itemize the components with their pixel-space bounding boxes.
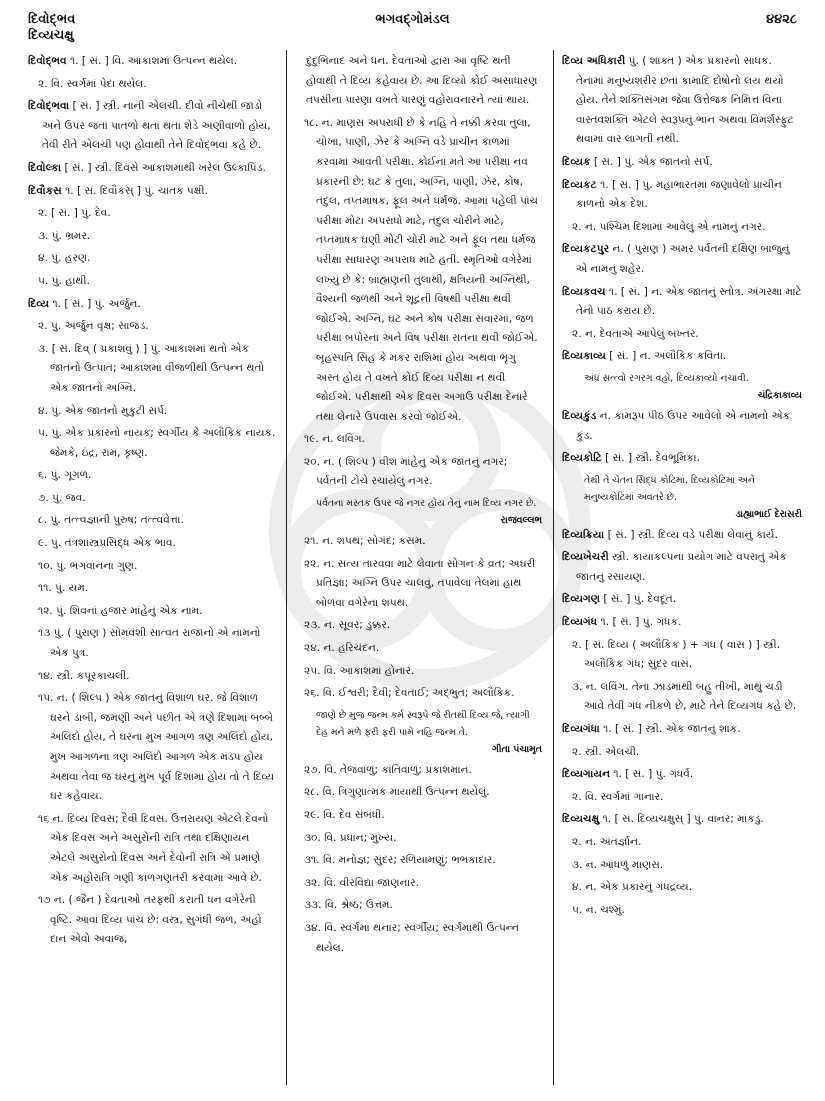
citation-source: ડાહ્યાભાઈ દેરાસરી: [735, 508, 802, 520]
sense-definition: ૨૬. વિ. ઈશ્વરી; દૈવી; દેવતાઈ; અદ્ભુત; અલૌકિક.: [304, 687, 515, 700]
entry-headword: દિવ્યક: [562, 155, 591, 168]
citation-quote: અંધ્ર સત્ત્વો રગરગ વહો, દિવ્યકાવ્યો નચાવી.: [584, 372, 749, 384]
sense-definition: ૧૫. ન. ( શિલ્પ ) એક જાતનું વિશાળ ઘર. જે વિશાળ ઘરને ડાબી, જમણી અને પછીત એ ત્રણે દિશામાં બબ્બે અલિંદો હોય, તે ઘરના મુખ આગળ ત્રણ અલિંદો હોય, મુખ આગળના ત્રણ અલિંદો આગળ એક મંડપ હોય અથવા તેવા જ ઘરનું મુખ પૂર્વ દિશામાં હોય તો તે દિવ્ય ઘર કહેવાય.: [38, 692, 275, 803]
citation-source: રાજવલ્લભ: [500, 515, 542, 527]
entry-definition: ૧. [ સં. ] ન. એક જાતનું સ્તોત્ર. અંગરક્ષા માટે તેનો પાઠ કરાય છે.: [576, 285, 802, 318]
entry-headword: દિવ્યગંધા: [562, 723, 600, 736]
dictionary-entry: [562, 613, 802, 633]
sense-definition: ૨. ન. દેવતાએ આપેલું બખ્તર.: [572, 327, 699, 340]
sense-definition: ૨૭. વિ. તેજવાળું; કાંતિવાળું; પ્રકાશમાન.: [304, 763, 472, 776]
dictionary-entry: [562, 548, 802, 587]
citation-quote: પર્વતના મસ્તક ઉપર જે નગર હોય તેનું નામ દિવ્ય નગર છે.: [316, 498, 537, 510]
entry-definition: [ સં. ] સ્ત્રી. દિવ્ય વડે પરીક્ષા લેવાનું કાર્ય.: [607, 528, 778, 541]
sense-definition: ૨. પું. અર્જુન વૃક્ષ; સાજડ.: [38, 320, 149, 333]
entry-definition: ૧. [ સં. ] પું. ગંધર્વ.: [613, 768, 694, 781]
entry-headword: દિવૌકસ: [28, 184, 62, 197]
sense-definition: ૬. પું. ગૂગળ.: [38, 469, 92, 482]
citation-quote: જાણે છે મુજ જન્મ કર્મ સ્વરૂપે જે રીતથી દિવ્ય જે, ત્યાગી દેહ મને મળે ફરી ફરી પામે નહિ જન્મ તે.: [316, 709, 530, 738]
entry-headword: દિવોદ્ભવા: [28, 100, 70, 113]
sense-definition: ૨૪. ન. હરિચંદન.: [304, 642, 380, 655]
column-divider: [286, 50, 287, 1085]
entry-definition: ૧. [ સં. ] વિ. આકાશમાં ઉત્પન્ન થયેલ.: [69, 55, 238, 67]
sense-definition: ૫. ન. ચશ્મું.: [572, 903, 625, 916]
dictionary-entry: [562, 283, 802, 322]
dictionary-entry: [562, 590, 802, 610]
sense-definition: ૩. પું. ભ્રમર.: [38, 229, 91, 242]
sense-definition: ૨. વિ. સ્વર્ગમાં પેદા થયેલ.: [38, 77, 147, 90]
citation-source: ચંદ્રિકાકાવ્ય: [757, 389, 802, 401]
sense-definition: ૨. [ સં. ] પું. દેવ.: [38, 207, 111, 220]
dictionary-entry: [28, 182, 276, 202]
sense-definition: ૩૨. વિ. વીરવિદ્યા જાણનાર.: [304, 876, 419, 889]
dictionary-entry: [562, 153, 802, 173]
sense-definition: ૨૮. વિ. ત્રિગુણાત્મક માયાથી ઉત્પન્ન થયેલું.: [304, 786, 490, 799]
sense-definition: ૧૯. ન. લવિંગ.: [304, 433, 365, 446]
dictionary-entry: [28, 97, 276, 156]
sense-definition: ૩૩. વિ. શ્રેષ્ઠ; ઉત્તમ.: [304, 899, 393, 912]
sense-definition: ૩૧. વિ. મનોજ્ઞ; સુંદર; રળિયામણું; ભભકાદાર.: [304, 854, 496, 867]
column-2: [294, 52, 542, 961]
entry-definition: ૧. [ સં. ] પું. મહાભારતમાં જણાવેલો પ્રાચીન કાળનો એક દેશ.: [576, 178, 782, 211]
entry-headword: દિવ્યખેચરી: [562, 551, 609, 564]
sense-definition: ૧૦. પું. ભગવાનના ગુણ.: [38, 559, 138, 572]
entry-definition: પું. ( શાક્ત ) એક પ્રકારનો સાધક. તેનામાં મનુષ્યશરીર છતાં કામાદિ દોષોનો લય થયો હોય. તેને શક્તિસંગમ જેવા ઉત્તેજક નિમિત્ત વિના વાસ્તવશક્તિ એટલે સ્વરૂપનું ભાન અથવા વિમર્શસ્ફુટ થવામાં વાર લાગતી નથી.: [576, 55, 794, 146]
sense-definition: ૪. ન. એક પ્રકારનું ગંધદ્રવ્ય.: [572, 881, 693, 894]
entry-headword: દિવ્યગાયન: [562, 768, 610, 781]
citation-source: ગીતા પંચામૃત: [491, 743, 542, 755]
dictionary-entry: [562, 765, 802, 785]
dictionary-entry: [562, 240, 802, 279]
entry-definition: ૧. [ સં. ] સ્ત્રી. એક જાતનું શાક.: [603, 723, 741, 736]
sense-definition: ૨. ન. પશ્ચિમ દિશામાં આવેલું એ નામનું નગર.: [572, 220, 766, 233]
sense-definition: ૨૧. ન. શપથ; સોગંદ; કસમ.: [304, 535, 426, 548]
sense-definition: ૭. પું. જવ.: [38, 491, 86, 504]
entry-definition: ૧. [ સં. ] પું. ગંધક.: [600, 616, 682, 629]
sense-definition: ૩. ન. લવિંગ. તેના ઝાડમાંથી બહુ તીખી, માથું ચડી આવે તેવી ગંધ નીકળે છે, માટે તેને દિવ્યગંધ કહે છે.: [572, 680, 797, 713]
column-3: [562, 52, 802, 923]
sense-definition: ૨. ન. અંતર્જ્ઞાન.: [572, 836, 642, 848]
sense-definition: ૩૪. વિ. સ્વર્ગમાં થનાર; સ્વર્ગીય; સ્વર્ગમાંથી ઉત્પન્ન થયેલ.: [304, 921, 520, 954]
dictionary-entry: [562, 526, 802, 546]
sense-definition: ૧૪. સ્ત્રી. કપૂરકાચલી.: [38, 669, 130, 682]
entry-definition: [ સં. ] પું. દેવદૂત.: [603, 593, 677, 606]
entry-headword: દિવ્યકાવ્ય: [562, 350, 606, 363]
entry-definition: ૧. [ સં. દિવૌકસ્ ] પું. ચાતક પક્ષી.: [65, 184, 208, 197]
entry-headword: દિવ્યકટપુર: [562, 243, 610, 256]
sense-definition: ૧૮. ન. માણસ અપરાધી છે કે નહિ તે નક્કી કરવા તુલા, ચોખા, પાણી, ઝેર કે અગ્નિ વડે પ્રાચીન કાળમાં કરવામાં આવતી પરીક્ષા. કોઈના મતે આ પરીક્ષા નવ પ્રકારની છે: ઘટ કે તુલા, અગ્નિ, પાણી, ઝેર, કોષ, તંદુલ, તપ્તમાષક, ફૂલ અને ધર્મજ. આમાં પહેલી પાંચ પરીક્ષા મોટા અપરાધો માટે, તંદુલ ચોરીને માટે, તપ્તમાષક ઘણી મોટી ચોરી માટે અને ફૂલ તથા ધર્મજ પરીક્ષા સાધારણ અપરાધ માટે હતી. સ્મૃતિઓ વગેરેમાં લખ્યું છે કે: બ્રાહ્મણની તુલાથી, ક્ષત્રિયની અગ્નિથી, વૈશ્યની જળથી અને શૂદ્રની વિષથી પરીક્ષા થવી જોઈએ. અગ્નિ, ઘટ અને કોષ પરીક્ષા સવારમાં, જળ પરીક્ષા બપોરના અને વિષ પરીક્ષા રાતના થવી જોઈએ. બૃહસ્પતિ સિંહ કે મકર રાશિમાં હોય અથવા ભૃગુ અસ્ત હોય તે વખતે કોઈ દિવ્ય પરીક્ષા ન થવી જોઈએ. પરીક્ષાથી એક દિવસ અગાઉ પરીક્ષા દેનારે તથા લેનારે ઉપવાસ કરવો જોઈએ.: [304, 116, 539, 423]
sense-definition: ૪. પું. એક જાતનો મુકુટી સર્પ.: [38, 404, 168, 417]
entry-headword: દિવોદ્ભવ: [28, 55, 67, 67]
citation-quote: તેથી તે ચેતન સિદ્ધ કોટિમાં, દિવ્યકોટિમાં અને મનુષ્યકોટિમાં અવતરે છે.: [584, 474, 755, 503]
dictionary-entry: [562, 176, 802, 215]
entry-headword: દિવ્યકોટિ: [562, 452, 602, 465]
dictionary-entry: [562, 449, 802, 469]
sense-definition: ૩. ન. આંધળું માણસ.: [572, 858, 664, 871]
entry-definition: [ સં. ] પું. એક જાતનો સર્પ.: [593, 155, 713, 168]
dictionary-title: ભગવદ્ગોમંડલ: [375, 12, 450, 27]
sense-definition: ૧૧. પું. યમ.: [38, 582, 89, 595]
sense-definition: ૫. પું. એક પ્રકારનો નાયક; સ્વર્ગીય કે અલૌકિક નાયક. જેમકે, ઇંદ્ર, રામ, કૃષ્ણ.: [38, 427, 276, 459]
page-header: [0, 0, 825, 52]
sense-definition: ૧૩ પું. ( પુરાણ ) સોમવંશી સાત્વત રાજાનો એ નામનો એક પુત્ર.: [38, 627, 261, 660]
entry-definition: ન. ( પુરાણ ) અમર પર્વતની દક્ષિણ બાજુનું એ નામનું શહેર.: [576, 243, 790, 275]
entry-definition: ૧. [ સં. દિવ્યચક્ષુસ્ ] પું. વાનર; માંકડું.: [602, 813, 764, 826]
entry-headword: દિવોલ્કા: [28, 161, 62, 174]
dictionary-entry: [562, 720, 802, 740]
sense-definition: ૩૦. વિ. પ્રધાન; મુખ્ય.: [304, 831, 397, 844]
page-number: ૪૪૨૮: [766, 12, 797, 27]
citation-block: [562, 370, 802, 404]
entry-definition: [ સં. ] સ્ત્રી. દિવસે આકાશમાંથી ખરેલ ઉલ્કાપિંડ.: [64, 161, 266, 174]
dictionary-entry: [562, 52, 802, 150]
entry-definition: ૧. [ સં. ] પું. અર્જુન.: [52, 297, 141, 310]
guide-word-last: દિવ્યચક્ષુ: [28, 28, 74, 43]
column-1: [28, 52, 276, 953]
sense-definition: ૨. [ સં. દિવ્ય ( અલૌકિક ) + ગંધ ( વાસ ) ] સ્ત્રી. અલૌકિક ગંધ; સુંદર વાસ.: [572, 638, 781, 671]
entry-headword: દિવ્યકટ: [562, 178, 597, 191]
sense-definition: ૨૦. ન. ( શિલ્પ ) વીશ માંહેનું એક જાતનું નગર; પર્વતની ટોચે રચાયેલું નગર.: [304, 455, 508, 488]
sense-definition: ૮. પું. તત્ત્વજ્ઞાની પુરુષ; તત્ત્વવેત્તા.: [38, 514, 184, 527]
entry-definition: [ સં. ] સ્ત્રી. દેવભૂમિકા.: [605, 452, 700, 465]
sense-definition: ૨. વિ. સ્વર્ગમાં ગાનાર.: [572, 790, 664, 803]
dictionary-entry: [28, 295, 276, 315]
guide-word-first: દિવોદ્ભવ: [28, 12, 76, 27]
entry-headword: દિવ્યકવચ: [562, 285, 606, 298]
sense-definition: ૨૨. ન. સત્ય તારવવા માટે લેવાતા સોગન કે વ્રત; અઘરી પ્રતિજ્ઞા; અગ્નિ ઉપર ચાલવું, તપાવેલા તેલમાં હાથ બોળવા વગેરેના શપથ.: [304, 557, 536, 609]
sense-definition: ૧૬ ન. દિવ્ય દિવસ; દૈવી દિવસ. ઉત્તરાયણ એટલે દેવનો એક દિવસ અને અસુરોની રાત્રિ તથા દક્ષિણાયન એટલે અસુરોનો દિવસ અને દેવોની રાત્રિ એ પ્રમાણે એક અહોરાત્રિ ગણી કાળગણતરી કરવામાં આવે છે.: [38, 812, 269, 884]
entry-definition: સ્ત્રી. કાયાકલ્પના પ્રયોગ માટે વપરાતું એક જાતનું રસાયણ.: [576, 551, 787, 583]
entry-headword: દિવ્ય: [28, 297, 50, 310]
sense-definition: ૧૭ ન. ( જૈન ) દેવતાઓ તરફથી કરાતી ધન વગેરેની વૃષ્ટિ. આવાં દિવ્ય પાંચ છે: વસ્ત્ર, સુગંધી જળ, અહો દાન એવો અવાજ,: [38, 894, 262, 946]
sense-definition: ૯. પું. તંત્રશાસ્ત્રપ્રસિદ્ધ એક ભાવ.: [38, 537, 176, 550]
sense-definition: ૧૨. પું. શિવનાં હજાર માંહેનું એક નામ.: [38, 604, 203, 617]
entry-headword: દિવ્યક્રિયા: [562, 528, 605, 541]
dictionary-entry: [562, 407, 802, 446]
citation-block: [294, 707, 542, 758]
entry-definition: [ સં. ] ન. અલૌકિક કવિતા.: [609, 350, 727, 363]
sense-definition: ૨૫. વિ. આકાશમાં હોનાર.: [304, 664, 415, 677]
dictionary-entry: [28, 159, 276, 179]
entry-headword: દિવ્ય અધિકારી: [562, 55, 626, 67]
dictionary-entry: [562, 810, 802, 830]
entry-definition: ન. કામરૂપ પીઠ ઉપર આવેલો એ નામનો એક કુંડ.: [576, 409, 791, 442]
sense-definition: ૫. પું. હાથી.: [38, 274, 90, 287]
entry-headword: દિવ્યકુંડ: [562, 409, 597, 422]
sense-definition: ૨. સ્ત્રી. એલચી.: [572, 745, 640, 758]
entry-headword: દિવ્યગણ: [562, 593, 601, 606]
sense-definition: ૨૯. વિ. દેવ સંબંધી.: [304, 809, 385, 821]
citation-block: [294, 495, 542, 529]
entry-headword: દિવ્યચક્ષુ: [562, 813, 600, 826]
dictionary-entry: [28, 52, 276, 72]
sense-definition: ૨૩. ન. સૂવર; ડુક્કર.: [304, 619, 391, 632]
column-divider: [553, 50, 554, 1085]
sense-definition: ૪. પું. હરણ.: [38, 252, 91, 265]
definition-continuation: દુંદુભિનાદ અને ધન. દેવતાઓ દ્વારા આ વૃષ્ટિ થતી હોવાથી તે દિવ્ય કહેવાય છે. આ દિવ્યો કોઈ અસાધારણ તપસીના પારણા વખતે પારણું વહોરાવનારને ત્યાં થાય.: [306, 55, 538, 107]
entry-definition: [ સં. ] સ્ત્રી. નાની એલચી. દીવો નીચેથી જાડો અને ઉપર જતાં પાતળો થતાં થતાં શેડે અણીવાળો હોય, તેવી રીતે એલચી પણ હોવાથી તેને દિવોદ્ભવા કહે છે.: [42, 100, 271, 152]
citation-block: [562, 472, 802, 523]
dictionary-entry: [562, 347, 802, 367]
entry-headword: દિવ્યગંધ: [562, 616, 598, 629]
sense-definition: ૩. [ સં. દિવ્ ( પ્રકાશવું ) ] પું. આકાશમાં થતો એક જાતનો ઉત્પાત; આકાશમાં વીજળીથી ઉત્પન્ન થતો એક જાતનો અગ્નિ.: [38, 342, 265, 394]
